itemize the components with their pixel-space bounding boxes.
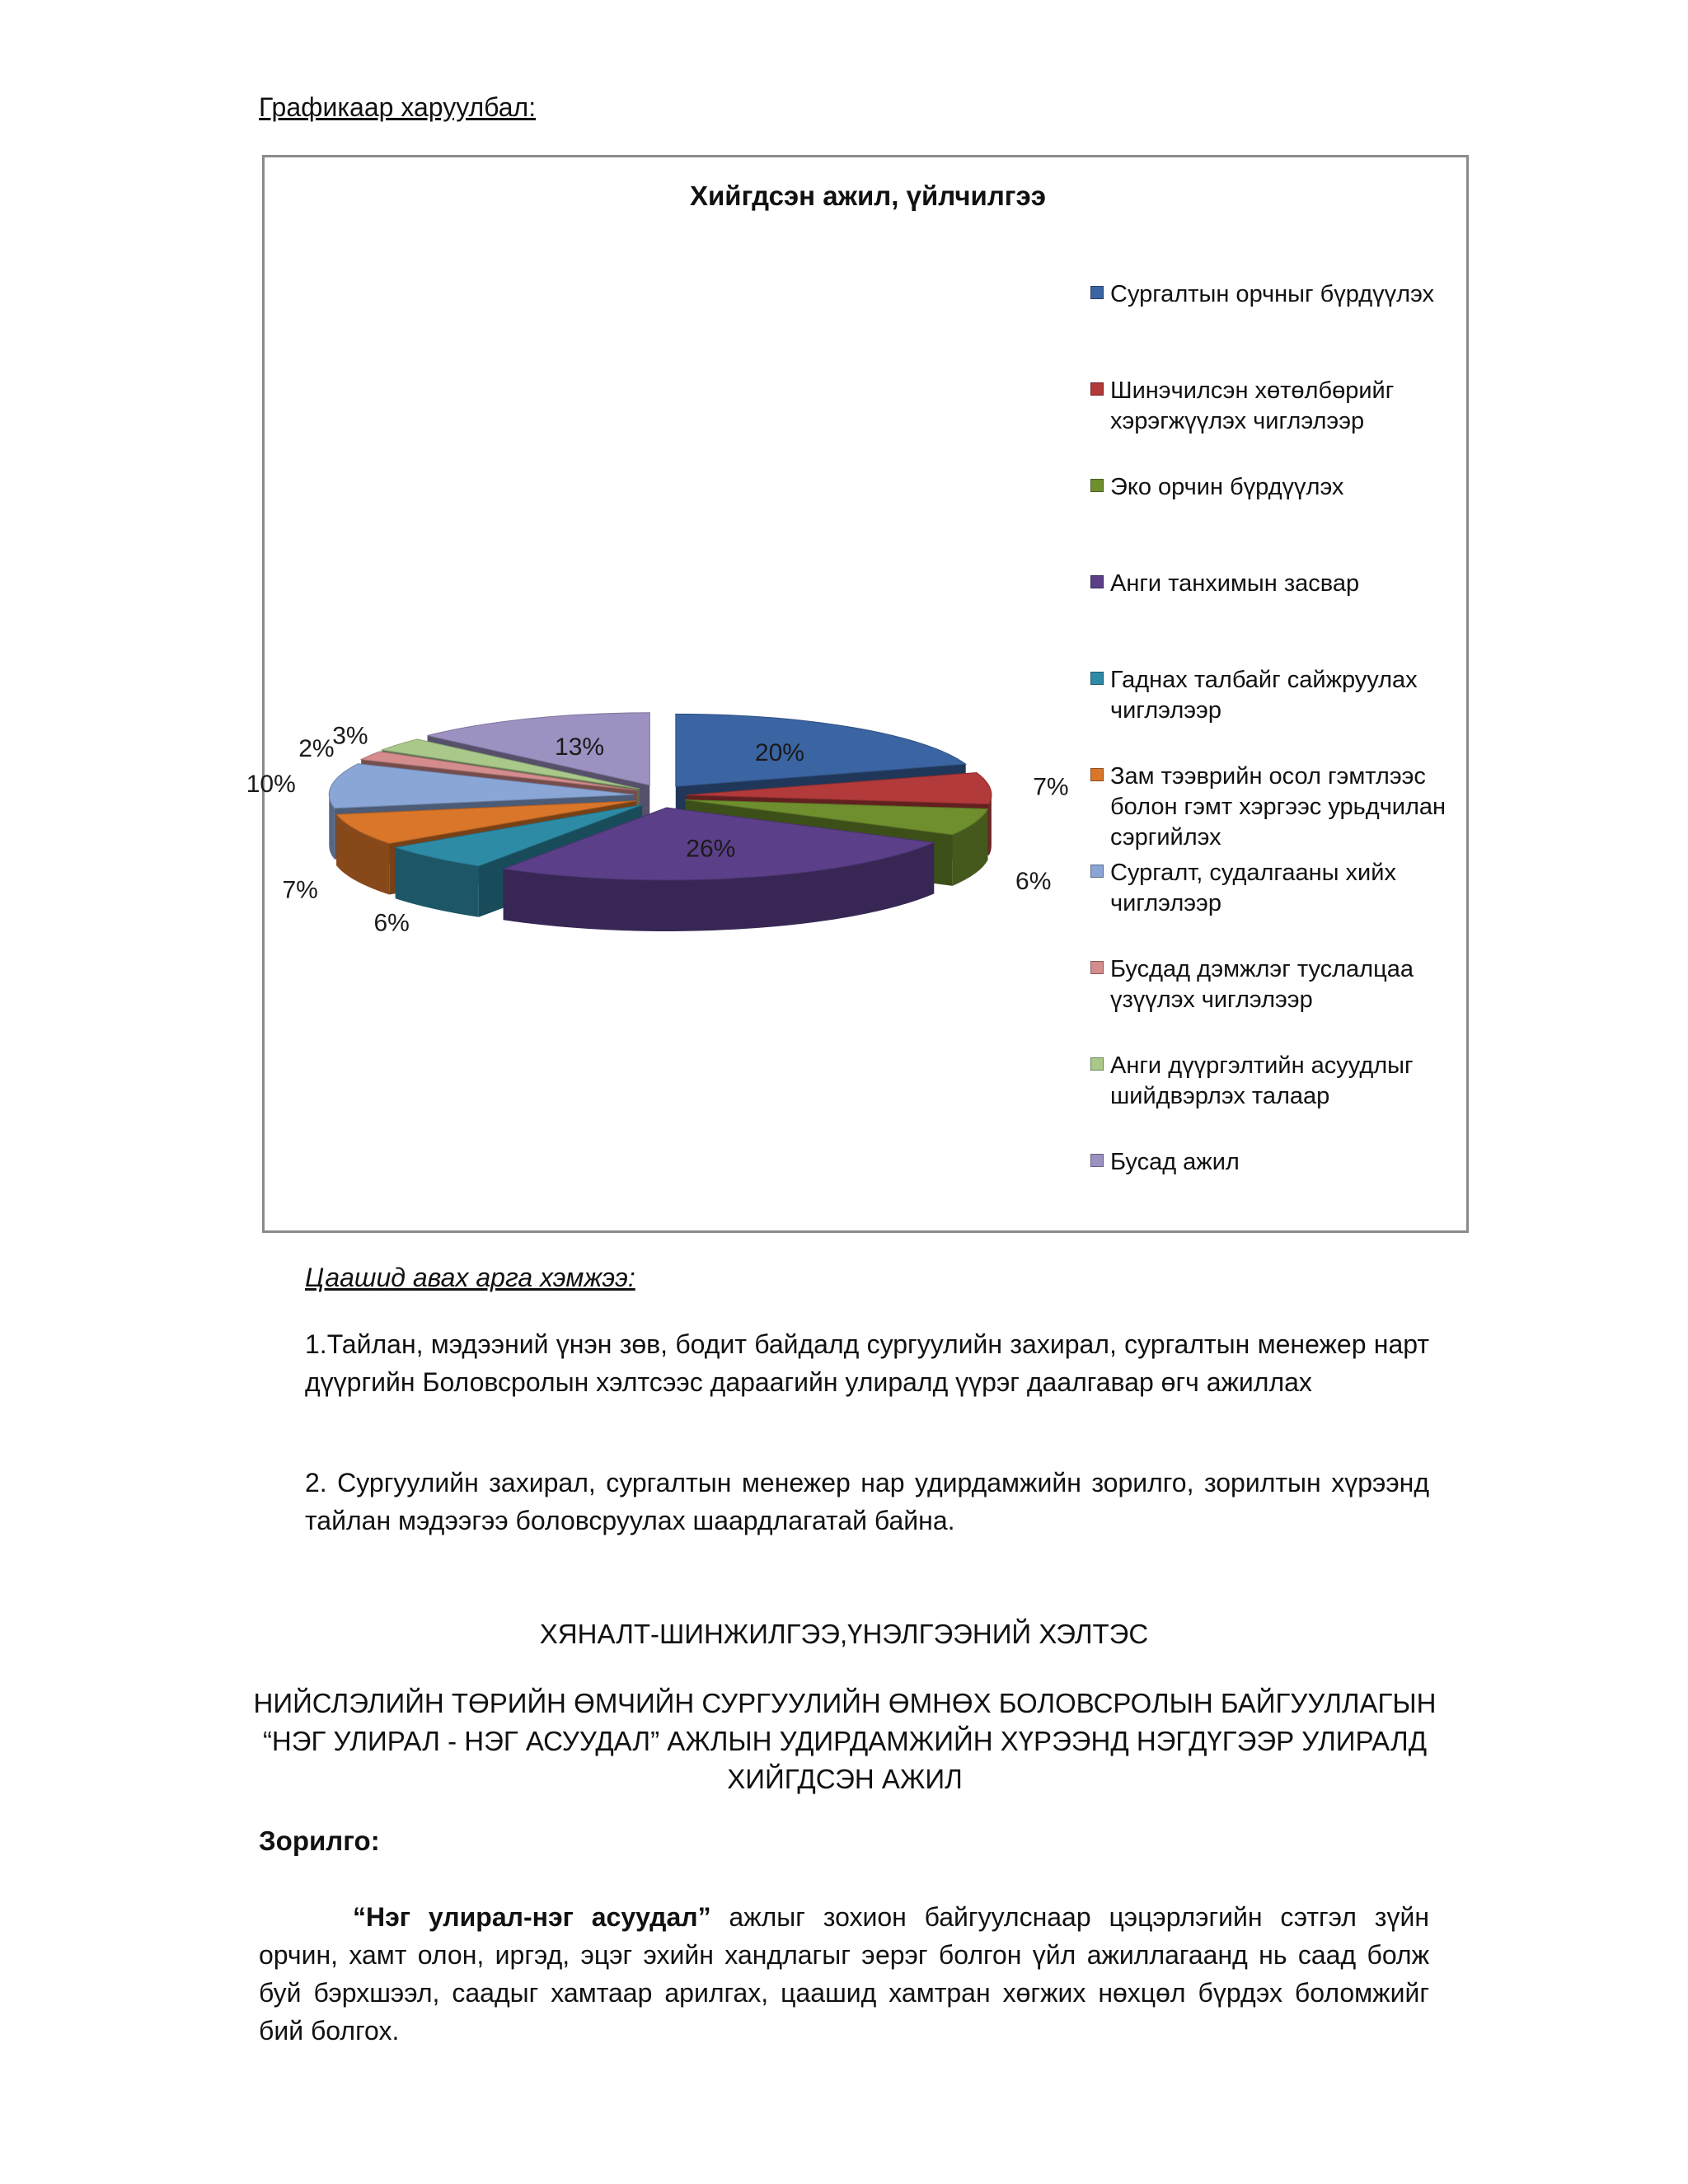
pie-plot-area bbox=[246, 157, 1089, 1229]
chart-title: Хийгдсэн ажил, үйлчилгээ bbox=[690, 180, 1046, 211]
slice-label-5: 6% bbox=[373, 909, 410, 937]
legend-swatch bbox=[1090, 961, 1104, 974]
legend-swatch bbox=[1090, 672, 1104, 685]
goal-bold-phrase: “Нэг улирал-нэг асуудал” bbox=[353, 1902, 711, 1932]
chart-legend bbox=[1090, 157, 1470, 1229]
slice-label-7: 10% bbox=[246, 770, 296, 798]
goal-text: ажлыг зохион байгуулснаар цэцэрлэгийн сэтгэл зүйн орчин, хамт олон, иргэд, эцэг эхийн хандлагыг эерэг болгон үйл ажиллагаанд нь саад болж буй бэрхшээл, саадыг хамтаар арилгах, цаашид хамтран хөгжих нөхцөл бүрдэх боломжийг бий болгох. bbox=[259, 1902, 1430, 2046]
legend-swatch bbox=[1090, 865, 1104, 878]
legend-label: Бусдад дэмжлэг туслалцаа үзүүлэх чиглэлээр bbox=[1110, 956, 1414, 1013]
goal-paragraph bbox=[259, 1898, 1429, 2050]
legend-label: Бусад ажил bbox=[1110, 1149, 1240, 1175]
legend-swatch bbox=[1090, 575, 1104, 588]
pie-chart bbox=[246, 155, 1469, 1233]
slice-label-1: 20% bbox=[754, 739, 804, 767]
slice-label-10: 13% bbox=[555, 733, 605, 761]
next-step-item-1: 1.Тайлан, мэдээний үнэн зөв, бодит байдалд сургуулийн захирал, сургалтын менежер нарт дүүргийн Боловсролын хэлтсээс дараагийн улиралд үүрэг даалгавар өгч ажиллах bbox=[305, 1329, 1429, 1397]
goal-label: Зорилго: bbox=[259, 1825, 380, 1856]
slice-label-9: 3% bbox=[332, 722, 368, 750]
legend-label: Зам тээврийн осол гэмтлээс болон гэмт хэргээс урьдчилан сэргийлэх bbox=[1110, 763, 1447, 851]
slice-label-3: 6% bbox=[1015, 868, 1052, 896]
legend-label: Анги дүүргэлтийн асуудлыг шийдвэрлэх талаар bbox=[1110, 1052, 1414, 1109]
slice-label-8: 2% bbox=[298, 735, 335, 763]
report-title: НИЙСЛЭЛИЙН ТӨРИЙН ӨМЧИЙН СУРГУУЛИЙН ӨМНӨХ БОЛОВСРОЛЫН БАЙГУУЛЛАГЫН “НЭГ УЛИРАЛ - НЭГ АСУУДАЛ” АЖЛЫН УДИРДАМЖИЙН ХҮРЭЭНД НЭГДҮГЭЭР УЛИРАЛД ХИЙГДСЭН АЖИЛ bbox=[253, 1688, 1437, 1794]
department-heading: ХЯНАЛТ-ШИНЖИЛГЭЭ,ҮНЭЛГЭЭНИЙ ХЭЛТЭС bbox=[539, 1619, 1149, 1649]
next-step-item-2: 2. Сургуулийн захирал, сургалтын менежер нар удирдамжийн зорилго, зорилтын хүрээнд тайлан мэдээгээ боловсруулах шаардлагатай байна. bbox=[305, 1468, 1429, 1535]
legend-label: Гаднах талбайг сайжруулах чиглэлээр bbox=[1110, 667, 1418, 724]
legend-label: Шинэчилсэн хөтөлбөрийг хэрэгжүүлэх чиглэлээр bbox=[1110, 377, 1395, 434]
legend-label: Эко орчин бүрдүүлэх bbox=[1110, 474, 1344, 500]
slice-label-6: 7% bbox=[282, 876, 318, 904]
legend-swatch bbox=[1090, 1154, 1104, 1167]
legend-label: Сургалт, судалгааны хийх чиглэлээр bbox=[1110, 860, 1396, 916]
slice-label-4: 26% bbox=[686, 835, 736, 863]
legend-swatch bbox=[1090, 768, 1104, 781]
intro-heading: Графикаар харуулбал: bbox=[259, 92, 537, 122]
legend-swatch bbox=[1090, 286, 1104, 299]
slice-label-2: 7% bbox=[1033, 773, 1069, 801]
legend-swatch bbox=[1090, 1057, 1104, 1071]
legend-swatch bbox=[1090, 479, 1104, 492]
next-steps-heading: Цаашид авах арга хэмжээ: bbox=[305, 1263, 635, 1292]
legend-label: Анги танхимын засвар bbox=[1110, 570, 1360, 597]
legend-label: Сургалтын орчныг бүрдүүлэх bbox=[1110, 281, 1435, 307]
legend-swatch bbox=[1090, 382, 1104, 396]
